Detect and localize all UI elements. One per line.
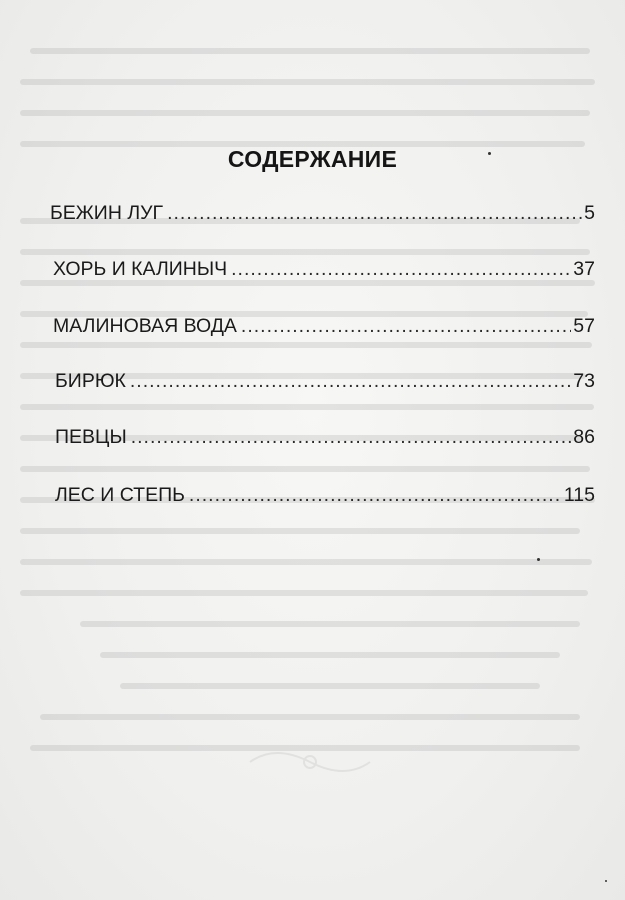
toc-dot-leader: [189, 484, 562, 507]
toc-entry-title: ПЕВЦЫ: [55, 426, 127, 448]
toc-entry-page: 5: [584, 202, 595, 224]
ornament-bleed-icon: [240, 742, 380, 782]
paper-speck: [537, 558, 540, 561]
toc-entry-biryuk[interactable]: [55, 370, 595, 393]
toc-entry-page: 37: [573, 258, 595, 280]
toc-entry-title: БИРЮК: [55, 370, 126, 392]
paper-speck: [488, 152, 491, 155]
toc-entry-title: БЕЖИН ЛУГ: [50, 202, 164, 224]
toc-dot-leader: [131, 426, 572, 449]
toc-dot-leader: [167, 202, 582, 225]
page-title: СОДЕРЖАНИЕ: [227, 146, 398, 172]
toc-entry-page: 86: [573, 426, 595, 448]
toc-entry-title: ЛЕС И СТЕПЬ: [55, 484, 185, 506]
toc-entry-page: 57: [573, 315, 595, 337]
toc-entry-page: 73: [573, 370, 595, 392]
toc-dot-leader: [130, 370, 571, 393]
toc-entry-title: МАЛИНОВАЯ ВОДА: [53, 315, 237, 337]
paper-speck: [605, 880, 607, 882]
toc-entry-bezhin-lug[interactable]: [50, 202, 595, 225]
toc-entry-pevtsy[interactable]: [55, 426, 595, 449]
toc-entry-title: ХОРЬ И КАЛИНЫЧ: [53, 258, 228, 280]
toc-dot-leader: [241, 315, 571, 338]
toc-entry-les-i-step[interactable]: [55, 484, 595, 507]
toc-entry-page: 115: [563, 484, 595, 506]
toc-dot-leader: [231, 258, 571, 281]
toc-entry-khor-i-kalinych[interactable]: [53, 258, 595, 281]
toc-entry-malinovaya-voda[interactable]: [53, 315, 595, 338]
